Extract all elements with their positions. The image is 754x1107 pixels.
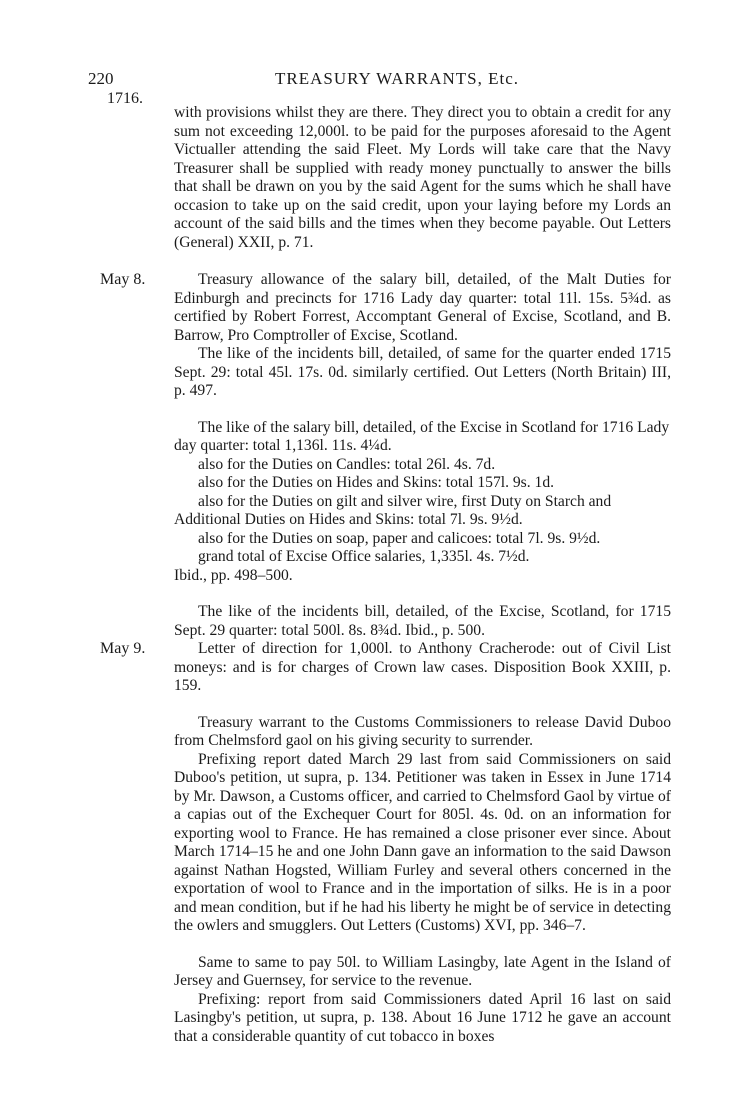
running-head: TREASURY WARRANTS, Etc. [274, 69, 520, 88]
entry-may-9 [174, 640, 671, 1046]
text-block: also for the Duties on Hides and Skins: total 157l. 9s. 1d. [198, 474, 555, 491]
margin-date-may-8: May 8. [100, 271, 146, 288]
margin-date-may-9: May 9. [100, 640, 146, 657]
margin-year: 1716. [107, 90, 143, 107]
text-block: Treasury allowance of the salary bill, detailed, of the Malt Duties for Edinburgh and precincts for 1716 Lady day quarter: total 11l. 15s. 5¾d. as certified by Robert Forrest, Accomptant General of Excise, Scotland, and B. Barrow, Pro Comptroller of Excise, Scotland. [174, 271, 671, 344]
paragraph-fleet-credit [174, 104, 671, 252]
text-block: Letter of direction for 1,000l. to Anthony Cracherode: out of Civil List moneys: and is for charges of Crown law cases. Disposition Book XXIII, p. 159. [174, 640, 671, 694]
text-block: Ibid., pp. 498–500. [174, 566, 293, 584]
text-block: Same to same to pay 50l. to William Lasingby, late Agent in the Island of Jersey and Guernsey, for service to the revenue. [174, 953, 671, 989]
text-block: also for the Duties on gilt and silver wire, first Duty on Starch and Additional Duties on Hides and Skins: total 7l. 9s. 9½d. [174, 492, 612, 528]
text-block: grand total of Excise Office salaries, 1,335l. 4s. 7½d. [198, 548, 530, 565]
entry-may-8 [174, 271, 671, 640]
text-block: also for the Duties on Candles: total 26l. 4s. 7d. [198, 455, 496, 473]
text-block: with provisions whilst they are there. They direct you to obtain a credit for any sum not exceeding 12,000l. to be paid for the purposes aforesaid to the Agent Victualler attending the said Fleet. My Lords will take care that the Navy Treasurer shall be supplied with ready money punctually to answer the bills that shall be drawn on you by the said Agent for the sums which he shall have occasion to take up on the said credit, upon your laying before my Lords an account of the said bills and the times when they become payable. Out Letters (General) XXII, p. 71. [174, 104, 671, 251]
text-block: Prefixing report dated March 29 last from said Commissioners on said Duboo's petition, ut supra, p. 134. Petitioner was taken in Essex in June 1714 by Mr. Dawson, a Customs officer, and carried to Chelmsford Gaol by virtue of a capias out of the Exchequer Court for 805l. 4s. 0d. on an information for exporting wool to France. He has remained a close prisoner ever since. About March 1714–15 he and one John Dann gave an information to the said Dawson against Nathan Hogsted, William Furley and several others concerned in the exportation of wool to France and in the importation of silks. He is in a poor and mean condition, but if he had his liberty he might be of service in detecting the owlers and smugglers. Out Letters (Customs) XVI, pp. 346–7. [174, 750, 671, 934]
text-block: The like of the incidents bill, detailed, of same for the quarter ended 1715 Sept. 29: total 45l. 17s. 0d. similarly certified. Out Letters (North Britain) III, p. 497. [174, 345, 671, 399]
text-block: also for the Duties on soap, paper and calicoes: total 7l. 9s. 9½d. [198, 529, 601, 547]
page-number: 220 [88, 69, 114, 88]
text-block: Treasury warrant to the Customs Commissioners to release David Duboo from Chelmsford gaol on his giving security to surrender. [174, 713, 671, 749]
text-block: Prefixing: report from said Commissioners dated April 16 last on said Lasingby's petition, ut supra, p. 138. About 16 June 1712 he gave an account that a considerable quantity of cut tobacco in boxes [174, 990, 671, 1045]
text-block: The like of the salary bill, detailed, of the Excise in Scotland for 1716 Lady day quarter: total 1,136l. 11s. 4¼d. [174, 418, 670, 454]
text-block: The like of the incidents bill, detailed, of the Excise, Scotland, for 1715 Sept. 29 quarter: total 500l. 8s. 8¾d. Ibid., p. 500. [174, 603, 671, 639]
